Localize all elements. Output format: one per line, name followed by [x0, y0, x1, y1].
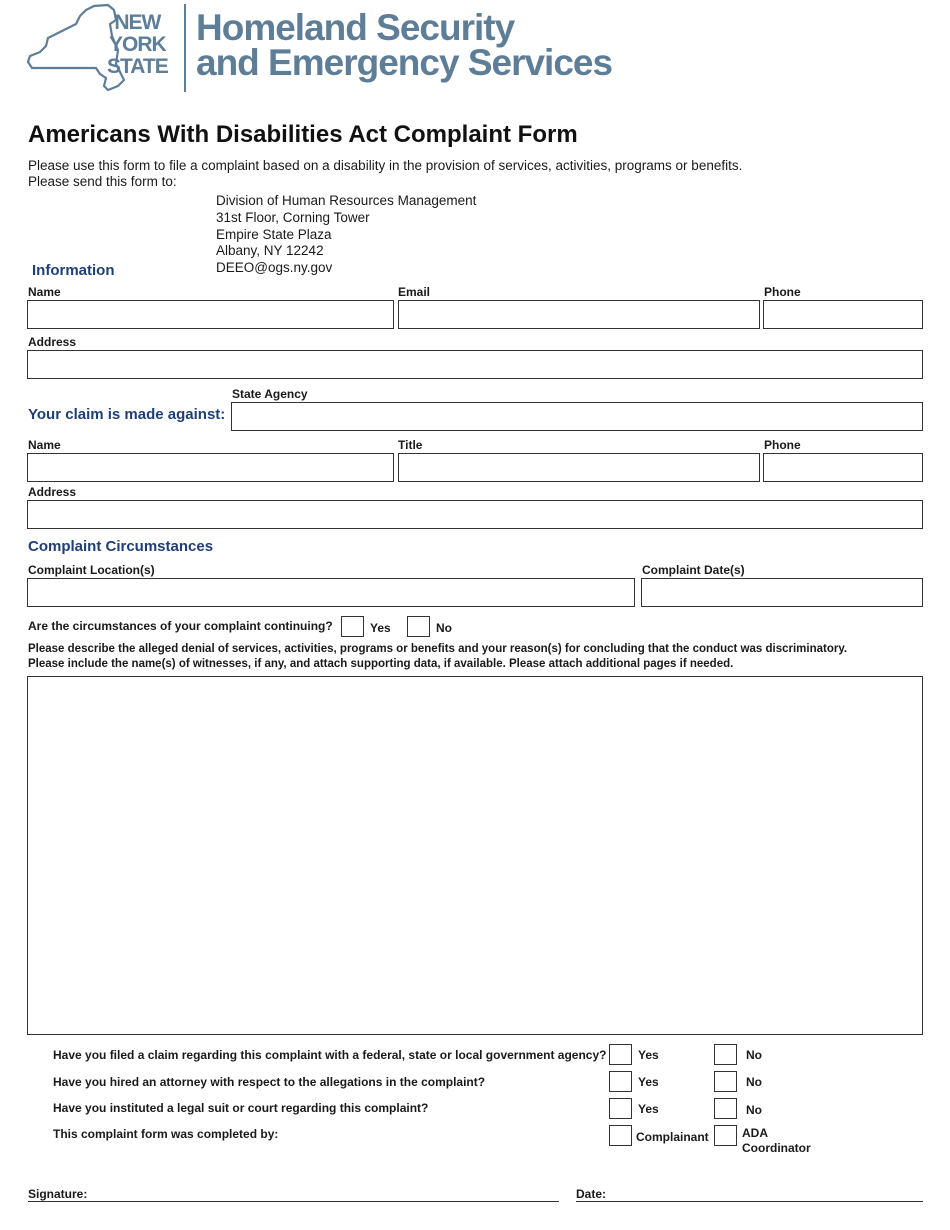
- address-label: Address: [28, 335, 77, 349]
- question-completed-by: This complaint form was completed by:: [53, 1127, 279, 1141]
- location-label: Complaint Location(s): [28, 563, 155, 577]
- phone-label: Phone: [764, 285, 801, 299]
- address-input[interactable]: [27, 350, 923, 379]
- continuing-no-checkbox[interactable]: [407, 616, 430, 637]
- information-heading: Information: [32, 262, 115, 279]
- legal-suit-yes-checkbox[interactable]: [609, 1098, 632, 1119]
- legal-suit-yes-label: Yes: [638, 1102, 659, 1116]
- legal-suit-no-checkbox[interactable]: [714, 1098, 737, 1119]
- agency-name: Homeland Security and Emergency Services: [196, 7, 613, 83]
- ada-coordinator-checkbox[interactable]: [714, 1125, 737, 1146]
- phone-input[interactable]: [763, 300, 923, 329]
- complainant-label: Complainant: [636, 1130, 709, 1144]
- state-wordmark: NEW YORK STATE: [107, 11, 168, 78]
- filed-claim-yes-label: Yes: [638, 1048, 659, 1062]
- signature-label: Signature:: [28, 1187, 88, 1201]
- continuing-no-label: No: [436, 621, 452, 635]
- question-legal-suit: Have you instituted a legal suit or court regarding this complaint?: [53, 1101, 429, 1115]
- continuing-question: Are the circumstances of your complaint continuing?: [28, 619, 333, 633]
- state-agency-input[interactable]: [231, 402, 923, 431]
- intro-text: Please use this form to file a complaint based on a disability in the provision of services, activities, programs or benefits.: [28, 158, 743, 173]
- respondent-address-input[interactable]: [27, 500, 923, 529]
- mailing-address: Division of Human Resources Management 31st Floor, Corning Tower Empire State Plaza Albany, NY 12242 DEEO@ogs.ny.gov: [216, 193, 477, 276]
- describe-instructions: Please describe the alleged denial of services, activities, programs or benefits and your reason(s) for concluding that the conduct was discriminatory. Please include the name(s) of witnesses, if any, and attach supporting data, if available. Please attach additional pages if needed.: [28, 643, 848, 670]
- complainant-checkbox[interactable]: [609, 1125, 632, 1146]
- state-agency-label: State Agency: [232, 387, 308, 401]
- respondent-name-label: Name: [28, 438, 61, 452]
- respondent-phone-label: Phone: [764, 438, 801, 452]
- respondent-name-input[interactable]: [27, 453, 394, 482]
- name-label: Name: [28, 285, 61, 299]
- circumstances-heading: Complaint Circumstances: [28, 538, 214, 555]
- name-input[interactable]: [27, 300, 394, 329]
- question-attorney: Have you hired an attorney with respect to the allegations in the complaint?: [53, 1075, 486, 1089]
- filed-claim-yes-checkbox[interactable]: [609, 1044, 632, 1065]
- dates-label: Complaint Date(s): [642, 563, 745, 577]
- attorney-no-label: No: [746, 1075, 762, 1089]
- email-label: Email: [398, 285, 431, 299]
- description-textarea[interactable]: [27, 676, 923, 1035]
- date-line[interactable]: [576, 1201, 923, 1202]
- filed-claim-no-checkbox[interactable]: [714, 1044, 737, 1065]
- dates-input[interactable]: [641, 578, 923, 607]
- attorney-no-checkbox[interactable]: [714, 1071, 737, 1092]
- respondent-phone-input[interactable]: [763, 453, 923, 482]
- legal-suit-no-label: No: [746, 1103, 762, 1117]
- logo-divider: [184, 4, 186, 92]
- ada-coordinator-label: ADA Coordinator: [742, 1126, 811, 1155]
- respondent-title-label: Title: [398, 438, 423, 452]
- respondent-address-label: Address: [28, 485, 77, 499]
- continuing-yes-label: Yes: [370, 621, 391, 635]
- send-to-text: Please send this form to:: [28, 174, 177, 189]
- respondent-title-input[interactable]: [398, 453, 760, 482]
- attorney-yes-label: Yes: [638, 1075, 659, 1089]
- date-label: Date:: [576, 1187, 607, 1201]
- form-title: Americans With Disabilities Act Complaint Form: [28, 121, 578, 148]
- filed-claim-no-label: No: [746, 1048, 762, 1062]
- question-filed-claim: Have you filed a claim regarding this complaint with a federal, state or local government agency?: [53, 1048, 607, 1062]
- claim-heading: Your claim is made against:: [28, 406, 226, 423]
- continuing-yes-checkbox[interactable]: [341, 616, 364, 637]
- email-input[interactable]: [398, 300, 760, 329]
- location-input[interactable]: [27, 578, 635, 607]
- attorney-yes-checkbox[interactable]: [609, 1071, 632, 1092]
- signature-line[interactable]: [28, 1201, 559, 1202]
